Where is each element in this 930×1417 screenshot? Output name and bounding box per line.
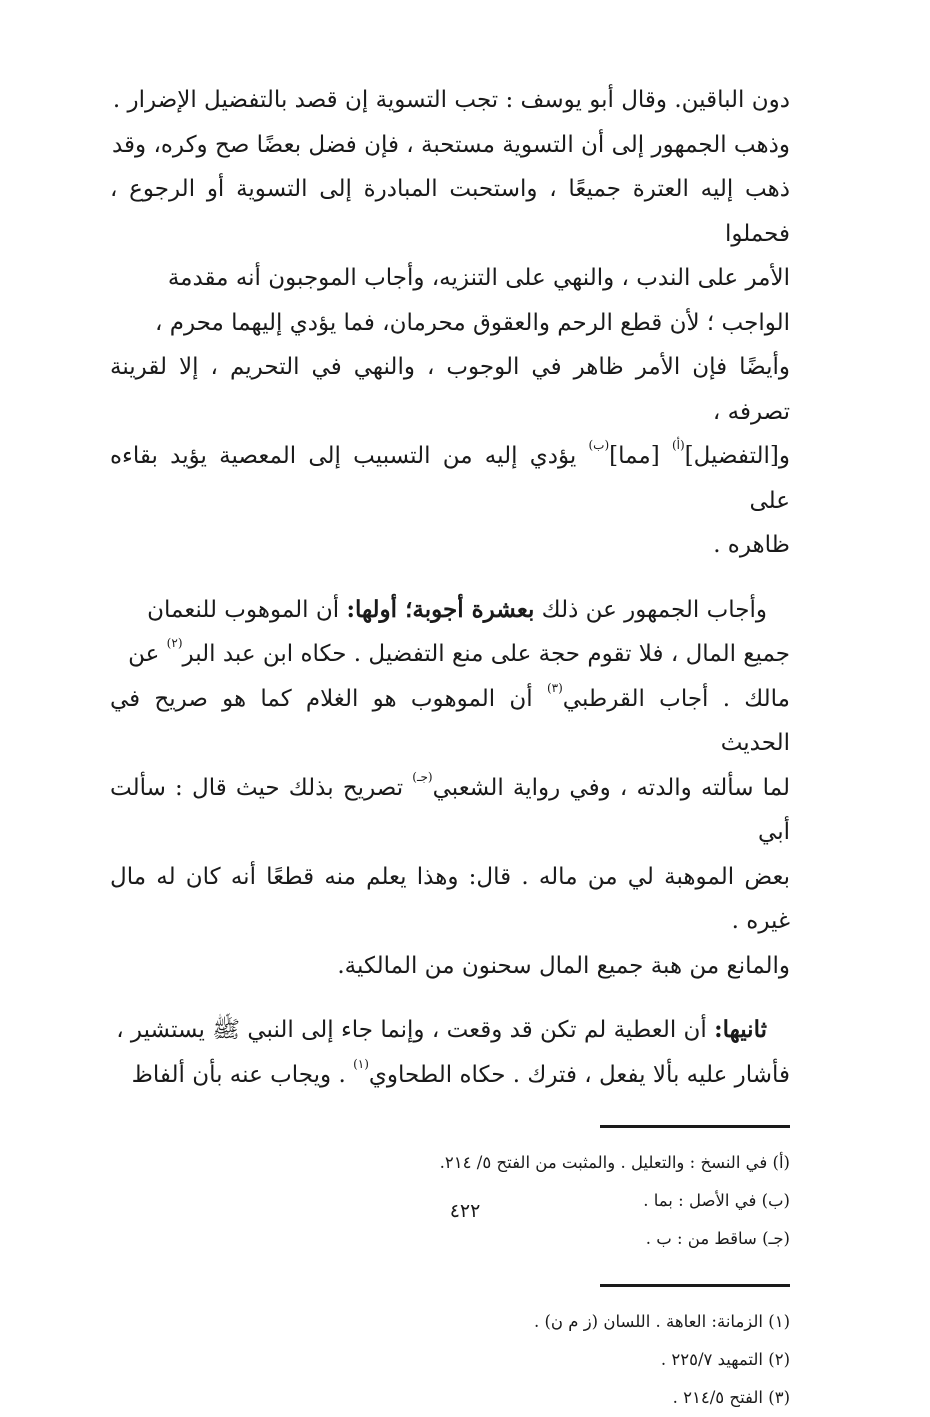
text-line: والمانع من هبة جميع المال سحنون من المالكية. — [337, 952, 790, 979]
variant-note: (ب) في الأصل : بما . — [643, 1191, 790, 1210]
text-line: ذهب إليه العترة جميعًا ، واستحبت المبادرة إلى التسوية أو الرجوع ، فحملوا — [110, 176, 790, 247]
footnote: (١) الزمانة: العاهة . اللسان (ز م ن) . — [533, 1312, 790, 1331]
footnote-marker[interactable]: (جـ) — [412, 769, 433, 784]
text-line — [110, 434, 790, 523]
text-span: وأجاب الجمهور عن ذلك — [534, 596, 767, 623]
text-span: أن الموهوب للنعمان — [147, 596, 347, 623]
footnote-marker[interactable]: (٢) — [166, 636, 183, 650]
text-line — [110, 677, 790, 766]
paragraph-3 — [110, 1008, 790, 1097]
paragraph-2 — [110, 588, 790, 989]
variant-note: (أ) في النسخ : والتعليل . والمثبت من الفتح ٥/ ٢١٤. — [439, 1153, 790, 1172]
text-line: ظاهره . — [713, 532, 790, 558]
page-number: ٤٢٢ — [449, 1200, 481, 1222]
text-span: عن — [128, 641, 167, 667]
text-span: يؤدي إليه من التسبيب إلى المعصية يؤيد بقاءه على — [110, 443, 790, 514]
text-span: تصريح بذلك حيث قال : سألت أبي — [110, 774, 790, 845]
text-line: الأمر على الندب ، والنهي على التنزيه، وأجاب الموجبون أنه مقدمة — [167, 265, 790, 291]
text-span: فأشار عليه بألا يفعل ، فترك . حكاه الطحاوي — [368, 1061, 790, 1088]
text-span: [مما] — [609, 443, 672, 469]
text-line — [110, 588, 790, 633]
footnote: (٢) التمهيد ٢٢٥/٧ . — [660, 1350, 790, 1369]
text-line: وأيضًا فإن الأمر ظاهر في الوجوب ، والنهي في التحريم ، إلا لقرينة تصرفه ، — [110, 354, 790, 425]
bold-phrase: أولها: — [346, 595, 406, 623]
text-span: أن الموهوب هو الغلام كما هو صريح في الحديث — [110, 685, 790, 756]
footnotes — [110, 1303, 790, 1417]
footnote-divider — [600, 1125, 790, 1128]
text-span: و[التفضيل] — [684, 443, 790, 469]
footnote-marker[interactable]: (٣) — [546, 680, 563, 695]
text-span: أن العطية لم تكن قد وقعت ، وإنما جاء إلى النبي ﷺ يستشير ، — [116, 1017, 715, 1043]
text-line — [110, 766, 790, 855]
text-span: مالك . أجاب القرطبي — [562, 685, 790, 712]
text-line: دون الباقين. وقال أبو يوسف : تجب التسوية إن قصد بالتفضيل الإضرار . — [112, 87, 790, 113]
variant-note: (جـ) ساقط من : ب . — [645, 1229, 790, 1248]
text-line — [110, 1008, 790, 1053]
footnote: (٣) الفتح ٢١٤/٥ . — [672, 1388, 790, 1407]
text-line — [110, 632, 790, 677]
text-line: وذهب الجمهور إلى أن التسوية مستحبة ، فإن فضل بعضًا صح وكره، وقد — [111, 131, 790, 158]
text-line: الواجب ؛ لأن قطع الرحم والعقوق محرمان، فما يؤدي إليهما محرم ، — [155, 309, 790, 336]
text-line: بعض الموهبة لي من ماله . قال: وهذا يعلم منه قطعًا أنه كان له مال غيره . — [110, 863, 790, 934]
paragraph-1 — [110, 78, 790, 568]
footnote-divider — [600, 1284, 790, 1287]
footnote-marker[interactable]: (أ) — [671, 438, 685, 452]
text-span: لما سألته والدته ، وفي رواية الشعبي — [432, 774, 790, 801]
footnote-marker[interactable]: (ب) — [588, 438, 610, 452]
text-line — [110, 1053, 790, 1098]
bold-phrase: ثانيها: — [714, 1016, 767, 1043]
footnote-marker[interactable]: (١) — [353, 1056, 369, 1071]
text-span: . ويجاب عنه بأن ألفاظ — [131, 1061, 354, 1088]
bold-phrase: بعشرة أجوبة؛ — [405, 595, 535, 623]
text-span: جميع المال ، فلا تقوم حجة على منع التفضيل . حكاه ابن عبد البر — [182, 641, 790, 667]
